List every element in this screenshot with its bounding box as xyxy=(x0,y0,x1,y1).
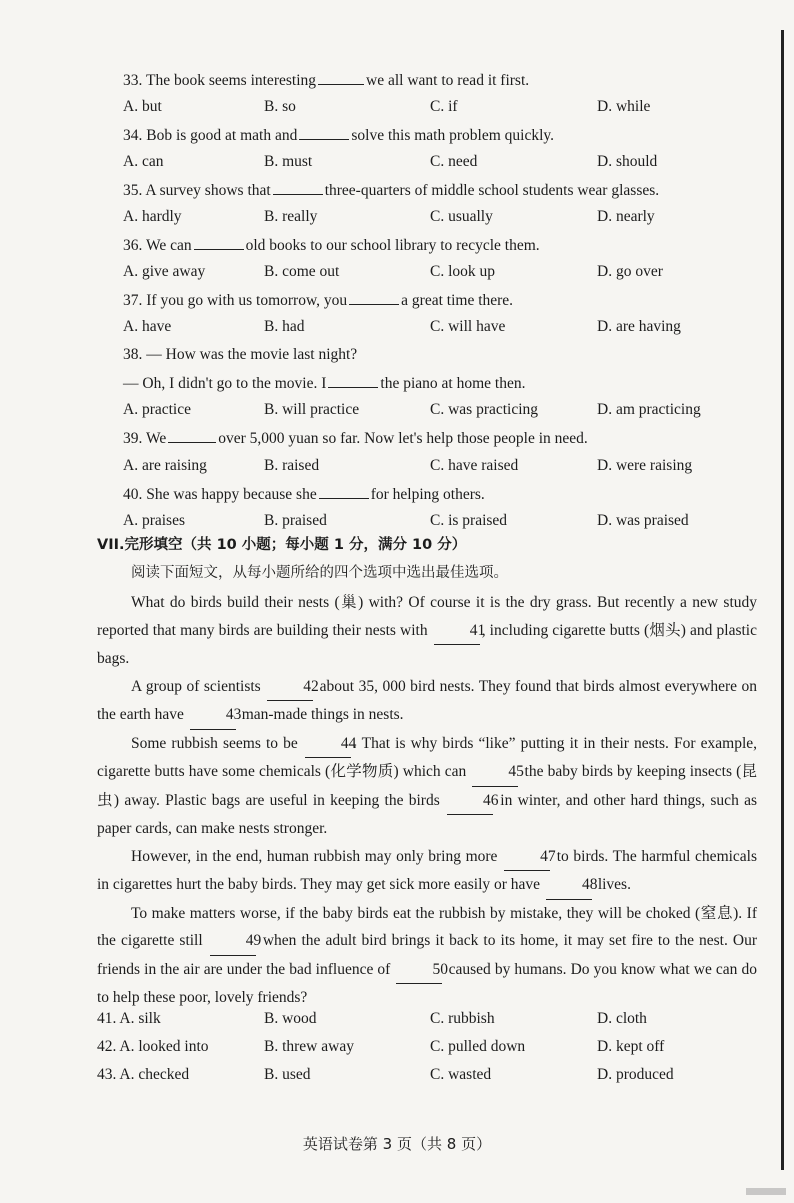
option-43-a: 43. A. checked xyxy=(97,1066,190,1083)
option-a: A. but xyxy=(123,98,162,115)
option-a: A. praises xyxy=(123,512,185,529)
blank-50: 50 xyxy=(396,956,442,985)
question-33-stem: 33. The book seems interesting we all want to read it first. xyxy=(123,72,530,89)
page-footer: 英语试卷第 3 页（共 8 页） xyxy=(302,1135,492,1153)
option-b: B. had xyxy=(264,318,305,335)
answer-blank xyxy=(168,428,216,443)
blank-46: 46 xyxy=(447,787,493,816)
option-a: A. give away xyxy=(123,263,206,280)
question-35-stem: 35. A survey shows that three-quarters of middle school students wear glasses. xyxy=(123,182,660,199)
option-42-c: C. pulled down xyxy=(430,1038,526,1055)
passage-paragraph-1: What do birds build their nests (巢) with? Of course it is the dry grass. But recently a new study reported that many birds are building their nests with 41, including cigarette butts (烟头) and plastic bags. xyxy=(97,594,757,667)
blank-43: 43 xyxy=(190,701,236,730)
section-title: VII.完形填空（共 10 小题；每小题 1 分，满分 10 分） xyxy=(97,537,467,553)
option-c: C. usually xyxy=(430,208,493,225)
option-42-d: D. kept off xyxy=(597,1038,665,1055)
question-38-reply: — Oh, I didn't go to the movie. I the piano at home then. xyxy=(123,375,526,392)
passage-paragraph-4: However, in the end, human rubbish may only bring more 47 to birds. The harmful chemicals in cigarettes hurt the baby birds. They may get sick more easily or have 48 lives. xyxy=(97,843,757,900)
option-41-c: C. rubbish xyxy=(430,1010,495,1027)
scan-edge-line xyxy=(781,30,784,1170)
answer-blank xyxy=(349,290,399,305)
option-b: B. come out xyxy=(264,263,340,280)
answer-blank xyxy=(273,180,323,195)
option-c: C. is praised xyxy=(430,512,508,529)
passage-paragraph-2: A group of scientists 42 about 35, 000 bird nests. They found that birds almost everywhere on the earth have 43 man-made things in nests. xyxy=(97,673,757,730)
answer-blank xyxy=(328,373,378,388)
option-d: D. was praised xyxy=(597,512,689,529)
blank-42: 42 xyxy=(267,673,313,702)
option-b: B. praised xyxy=(264,512,327,529)
option-b: B. so xyxy=(264,98,296,115)
option-c: C. need xyxy=(430,153,478,170)
option-d: D. nearly xyxy=(597,208,655,225)
scan-watermark xyxy=(746,1188,786,1195)
question-39-stem: 39. We over 5,000 yuan so far. Now let's help those people in need. xyxy=(123,430,588,447)
option-a: A. are raising xyxy=(123,457,207,474)
question-40-stem: 40. She was happy because she for helping others. xyxy=(123,486,485,503)
option-d: D. are having xyxy=(597,318,681,335)
question-38-stem: 38. — How was the movie last night? xyxy=(123,346,358,363)
option-42-b: B. threw away xyxy=(264,1038,354,1055)
option-42-a: 42. A. looked into xyxy=(97,1038,209,1055)
blank-41: 41 xyxy=(434,617,480,646)
option-b: B. must xyxy=(264,153,313,170)
answer-blank xyxy=(319,484,369,499)
option-a: A. can xyxy=(123,153,164,170)
option-43-d: D. produced xyxy=(597,1066,674,1083)
option-b: B. really xyxy=(264,208,318,225)
blank-47: 47 xyxy=(504,843,550,872)
option-43-c: C. wasted xyxy=(430,1066,492,1083)
option-c: C. if xyxy=(430,98,458,115)
option-43-b: B. used xyxy=(264,1066,311,1083)
question-34-stem: 34. Bob is good at math and solve this math problem quickly. xyxy=(123,127,554,144)
answer-blank xyxy=(194,235,244,250)
option-d: D. while xyxy=(597,98,651,115)
passage-paragraph-5: To make matters worse, if the baby birds eat the rubbish by mistake, they will be choked (窒息). If the cigarette still 49 when the adult bird brings it back to its home, it may set fire to the nest. Our friends in the air are under the bad influence of 50 caused by humans. Do you know what we can do to help these poor, lovely friends? xyxy=(97,904,758,1006)
blank-44: 44 xyxy=(305,730,351,759)
option-a: A. hardly xyxy=(123,208,182,225)
option-41-b: B. wood xyxy=(264,1010,317,1027)
option-41-a: 41. A. silk xyxy=(97,1010,161,1027)
passage-paragraph-3: Some rubbish seems to be 44. That is why birds “like” putting it in their nests. For example, cigarette butts have some chemicals (化学物质) which can 45 the baby birds by keeping insects (昆虫) away. Plastic bags are useful in keeping the birds 46 in winter, and other hard things, such as paper cards, can make nests stronger. xyxy=(97,730,757,843)
option-d: D. go over xyxy=(597,263,663,280)
option-d: D. am practicing xyxy=(597,401,701,418)
option-41-d: D. cloth xyxy=(597,1010,647,1027)
answer-blank xyxy=(299,125,349,140)
option-b: B. will practice xyxy=(264,401,360,418)
option-c: C. look up xyxy=(430,263,496,280)
blank-45: 45 xyxy=(472,758,518,787)
option-d: D. should xyxy=(597,153,658,170)
option-c: C. was practicing xyxy=(430,401,539,418)
option-a: A. have xyxy=(123,318,172,335)
option-c: C. will have xyxy=(430,318,506,335)
section-instruction: 阅读下面短文，从每小题所给的四个选项中选出最佳选项。 xyxy=(131,565,508,581)
question-36-stem: 36. We can old books to our school library to recycle them. xyxy=(123,237,540,254)
option-d: D. were raising xyxy=(597,457,693,474)
option-a: A. practice xyxy=(123,401,191,418)
option-b: B. raised xyxy=(264,457,320,474)
blank-49: 49 xyxy=(210,927,256,956)
cloze-passage xyxy=(97,589,757,1012)
question-37-stem: 37. If you go with us tomorrow, you a great time there. xyxy=(123,292,514,309)
answer-blank xyxy=(318,70,364,85)
blank-48: 48 xyxy=(546,871,592,900)
option-c: C. have raised xyxy=(430,457,519,474)
